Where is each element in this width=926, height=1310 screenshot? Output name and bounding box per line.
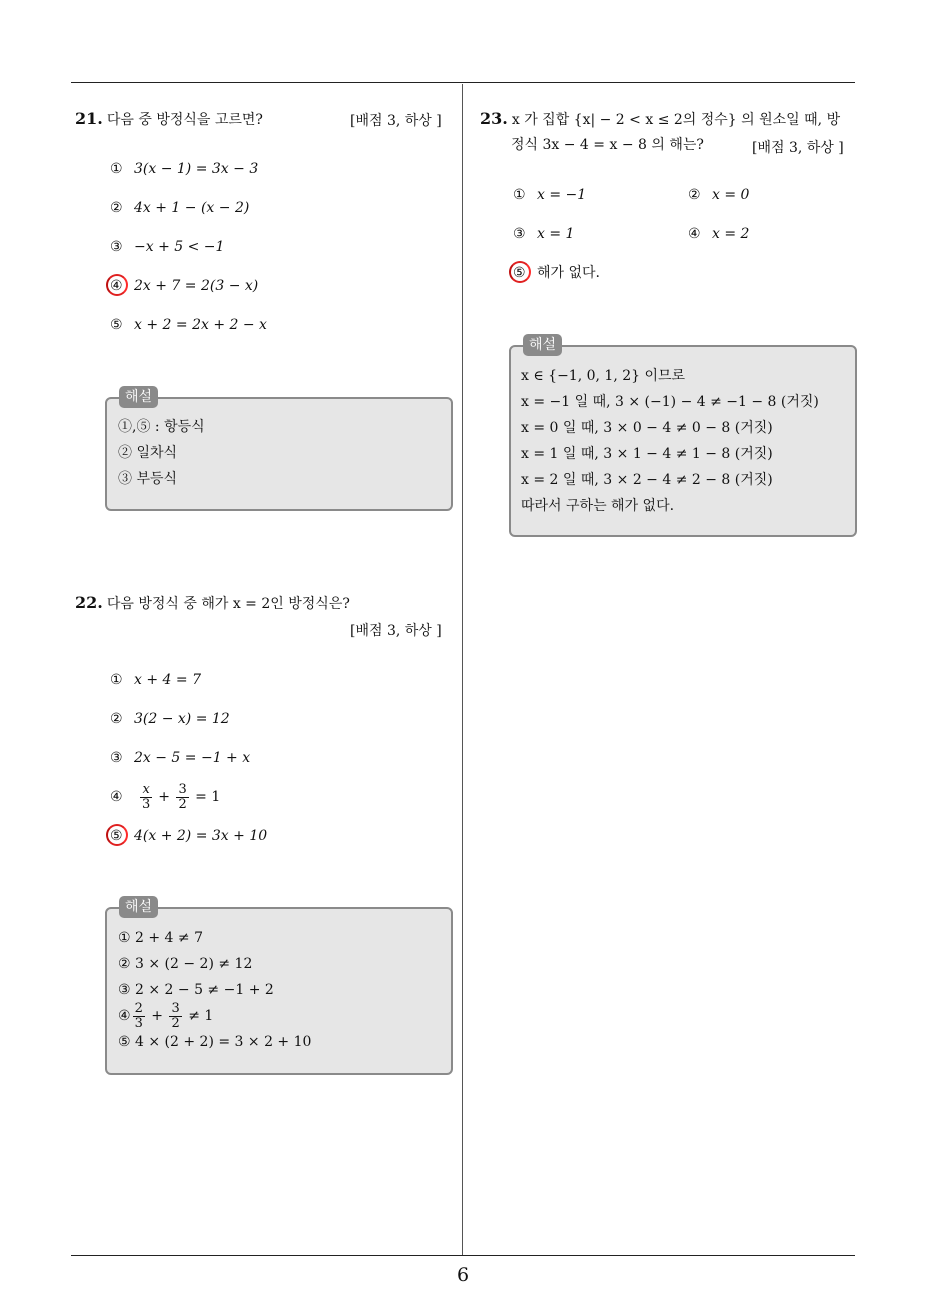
q23-explanation-line-4: x = 1 일 때, 3 × 1 − 4 ≠ 1 − 8 (거짓) <box>521 446 773 462</box>
q23-option-4[interactable]: ④ x = 2 <box>688 226 750 242</box>
top-rule <box>71 82 855 83</box>
q21-explanation-line-2: ② 일차식 <box>118 445 178 461</box>
q22-explanation-line-4: ④ $\frac{2}{3}$ + $\frac{3}{2}$ ≠ 1 <box>118 1000 214 1031</box>
q22-option-3[interactable]: ③ 2x − 5 = −1 + x <box>110 750 251 766</box>
q23-number: 23. <box>480 109 508 128</box>
q21-option-2[interactable]: ② 4x + 1 − (x − 2) <box>110 200 250 216</box>
q23-explanation-tag: 해설 <box>523 334 562 356</box>
q21-option-5[interactable]: ⑤ x + 2 = 2x + 2 − x <box>110 317 267 333</box>
q21-option-4[interactable]: ④ 2x + 7 = 2(3 − x) <box>110 278 259 294</box>
q23-stem <box>480 106 840 133</box>
q23-option-1[interactable]: ① x = −1 <box>513 187 587 203</box>
q23-option-5[interactable]: ⑤ 해가 없다. <box>513 265 600 281</box>
q22-explanation-line-3: ③ 2 × 2 − 5 ≠ −1 + 2 <box>118 982 274 998</box>
bottom-rule <box>71 1255 855 1256</box>
q21-number: 21. <box>75 109 103 128</box>
q21-option-1[interactable]: ① 3(x − 1) = 3x − 3 <box>110 161 259 177</box>
q22-explanation-tag: 해설 <box>119 896 158 918</box>
column-divider <box>462 84 463 1256</box>
q22-option-4-frac-1: $\frac{x}{3}$ <box>141 781 151 812</box>
q22-explanation-line-5: ⑤ 4 × (2 + 2) = 3 × 2 + 10 <box>118 1034 312 1050</box>
q21-stem <box>75 106 263 133</box>
q21-option-3[interactable]: ③ −x + 5 < −1 <box>110 239 225 255</box>
q21-explanation-line-1: ①,⑤ : 항등식 <box>118 419 205 435</box>
q22-meta: [배점 3, 하상 ] <box>350 623 442 639</box>
q23-explanation-line-2: x = −1 일 때, 3 × (−1) − 4 ≠ −1 − 8 (거짓) <box>521 394 819 410</box>
q22-answer-circle <box>106 824 128 846</box>
q22-option-4[interactable]: ④ $\frac{x}{3}$ + $\frac{3}{2}$ = 1 <box>110 781 221 812</box>
q21-text: 다음 중 방정식을 고르면? <box>106 112 263 128</box>
q22-option-2[interactable]: ② 3(2 − x) = 12 <box>110 711 230 727</box>
q23-explanation-line-5: x = 2 일 때, 3 × 2 − 4 ≠ 2 − 8 (거짓) <box>521 472 773 488</box>
q23-stem-line-2: 정식 3x − 4 = x − 8 의 해는? <box>511 137 704 153</box>
q22-option-4-frac-2: $\frac{3}{2}$ <box>178 781 187 812</box>
q22-text: 다음 방정식 중 해가 x = 2인 방정식은? <box>106 596 350 612</box>
q23-explanation-line-3: x = 0 일 때, 3 × 0 − 4 ≠ 0 − 8 (거짓) <box>521 420 773 436</box>
q23-option-3[interactable]: ③ x = 1 <box>513 226 575 242</box>
q23-explanation-line-6: 따라서 구하는 해가 없다. <box>521 498 675 514</box>
q22-explanation-line-2: ② 3 × (2 − 2) ≠ 12 <box>118 956 253 972</box>
q23-answer-circle <box>509 261 531 283</box>
q21-explanation-line-3: ③ 부등식 <box>118 471 178 487</box>
q22-explanation-line-1: ① 2 + 4 ≠ 7 <box>118 930 203 946</box>
q23-option-2[interactable]: ② x = 0 <box>688 187 750 203</box>
q22-option-1[interactable]: ① x + 4 = 7 <box>110 672 201 688</box>
q23-text-line-1: x 가 집합 {x| − 2 < x ≤ 2의 정수} 의 원소일 때, 방 <box>511 112 841 128</box>
q22-option-5[interactable]: ⑤ 4(x + 2) = 3x + 10 <box>110 828 268 844</box>
q22-number: 22. <box>75 593 103 612</box>
q21-answer-circle <box>106 274 128 296</box>
q22-stem <box>75 590 350 617</box>
page-number: 6 <box>456 1264 470 1286</box>
q21-explanation-tag: 해설 <box>119 386 158 408</box>
q21-meta: [배점 3, 하상 ] <box>350 113 442 129</box>
q23-explanation-line-1: x ∈ {−1, 0, 1, 2} 이므로 <box>521 368 686 384</box>
q23-meta: [배점 3, 하상 ] <box>752 140 844 156</box>
